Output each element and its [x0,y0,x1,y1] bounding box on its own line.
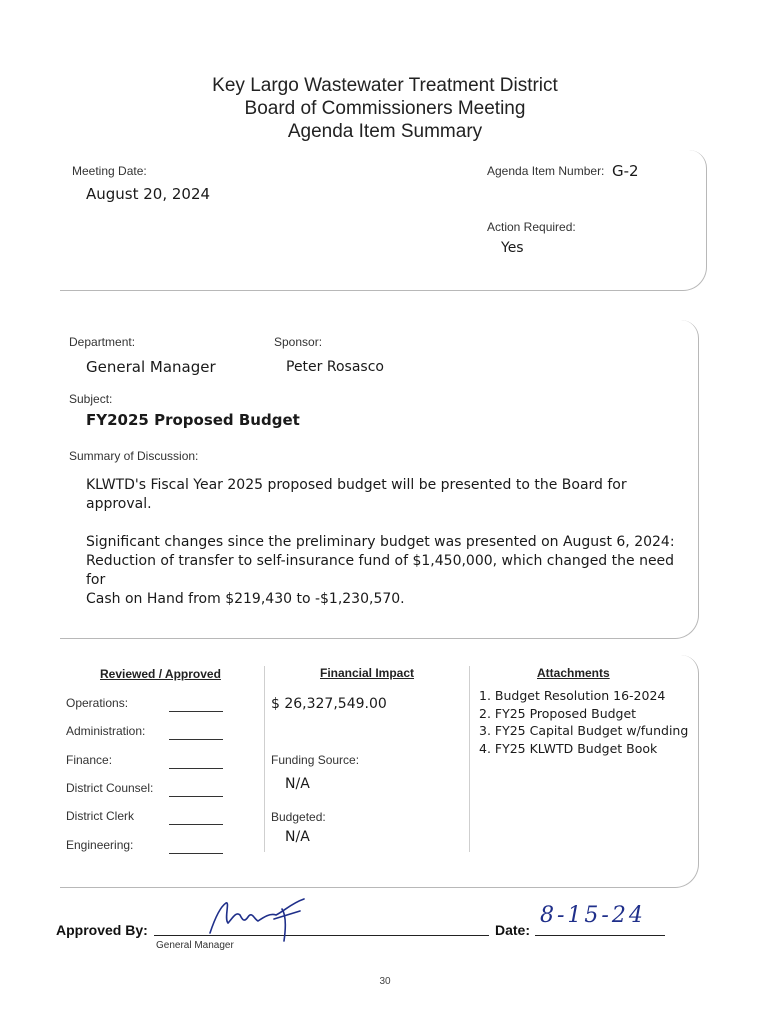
review-row-district-counsel: District Counsel: [66,781,236,801]
funding-source-value: N/A [285,776,310,792]
review-row-administration: Administration: [66,724,236,744]
approval-date-line [535,935,665,936]
sponsor-value: Peter Rosasco [286,359,384,375]
review-row-operations: Operations: [66,696,236,716]
funding-source-label: Funding Source: [271,753,360,767]
department-value: General Manager [86,358,216,376]
agenda-number-value: G-2 [612,162,639,180]
financial-impact-heading: Financial Impact [320,666,415,680]
summary-text [86,476,686,609]
approval-date-label: Date: [495,922,531,938]
review-row-finance: Finance: [66,753,236,773]
signoff-line [169,796,223,797]
column-divider [469,666,470,852]
approved-by-label: Approved By: [56,922,148,938]
signoff-line [169,739,223,740]
budgeted-value: N/A [285,829,310,845]
attachments-list [479,687,688,757]
meeting-date-label: Meeting Date: [72,164,147,178]
budgeted-label: Budgeted: [271,810,326,824]
signer-title: General Manager [156,940,234,951]
meeting-info-box [60,150,707,291]
attachments-heading: Attachments [537,666,610,680]
attachment-item[interactable]: 2. FY25 Proposed Budget [479,705,637,721]
department-label: Department: [69,335,136,349]
meeting-title: Board of Commissioners Meeting [244,98,526,119]
column-divider [264,666,265,852]
reviewed-approved-heading: Reviewed / Approved [100,667,221,681]
attachment-item[interactable]: 3. FY25 Capital Budget w/funding [479,723,689,738]
signoff-line [169,768,223,769]
signoff-line [169,824,223,825]
signoff-line [169,853,223,854]
agenda-number-label: Agenda Item Number: [487,164,605,178]
sponsor-label: Sponsor: [274,335,323,349]
attachment-item[interactable]: 1. Budget Resolution 16-2024 [479,688,666,703]
summary-paragraph-2-line-3: Cash on Hand from $219,430 to -$1,230,570. [86,591,405,607]
summary-paragraph-2-line-1: Significant changes since the preliminary budget was presented on August 6, 2024: [86,534,675,550]
action-required-label: Action Required: [487,220,576,234]
approval-date-value: 8-15-24 [540,903,646,928]
review-row-district-clerk: District Clerk [66,809,236,829]
meeting-date-value: August 20, 2024 [86,185,211,203]
financial-amount: $ 26,327,549.00 [271,696,387,712]
subject-value: FY2025 Proposed Budget [86,411,300,429]
action-required-value: Yes [501,240,524,256]
summary-paragraph-1: KLWTD's Fiscal Year 2025 proposed budget will be presented to the Board for approval. [86,477,627,512]
page-number: 30 [379,976,391,987]
signoff-line [169,711,223,712]
review-row-engineering: Engineering: [66,838,236,858]
org-title: Key Largo Wastewater Treatment District [212,75,558,96]
summary-paragraph-2-line-2: Reduction of transfer to self-insurance fund of $1,450,000, which changed the need for [86,553,675,588]
summary-label: Summary of Discussion: [69,449,199,463]
doc-type-title: Agenda Item Summary [287,121,483,142]
subject-label: Subject: [69,392,113,406]
attachment-item[interactable]: 4. FY25 KLWTD Budget Book [479,740,658,756]
signature-mark [200,893,320,945]
